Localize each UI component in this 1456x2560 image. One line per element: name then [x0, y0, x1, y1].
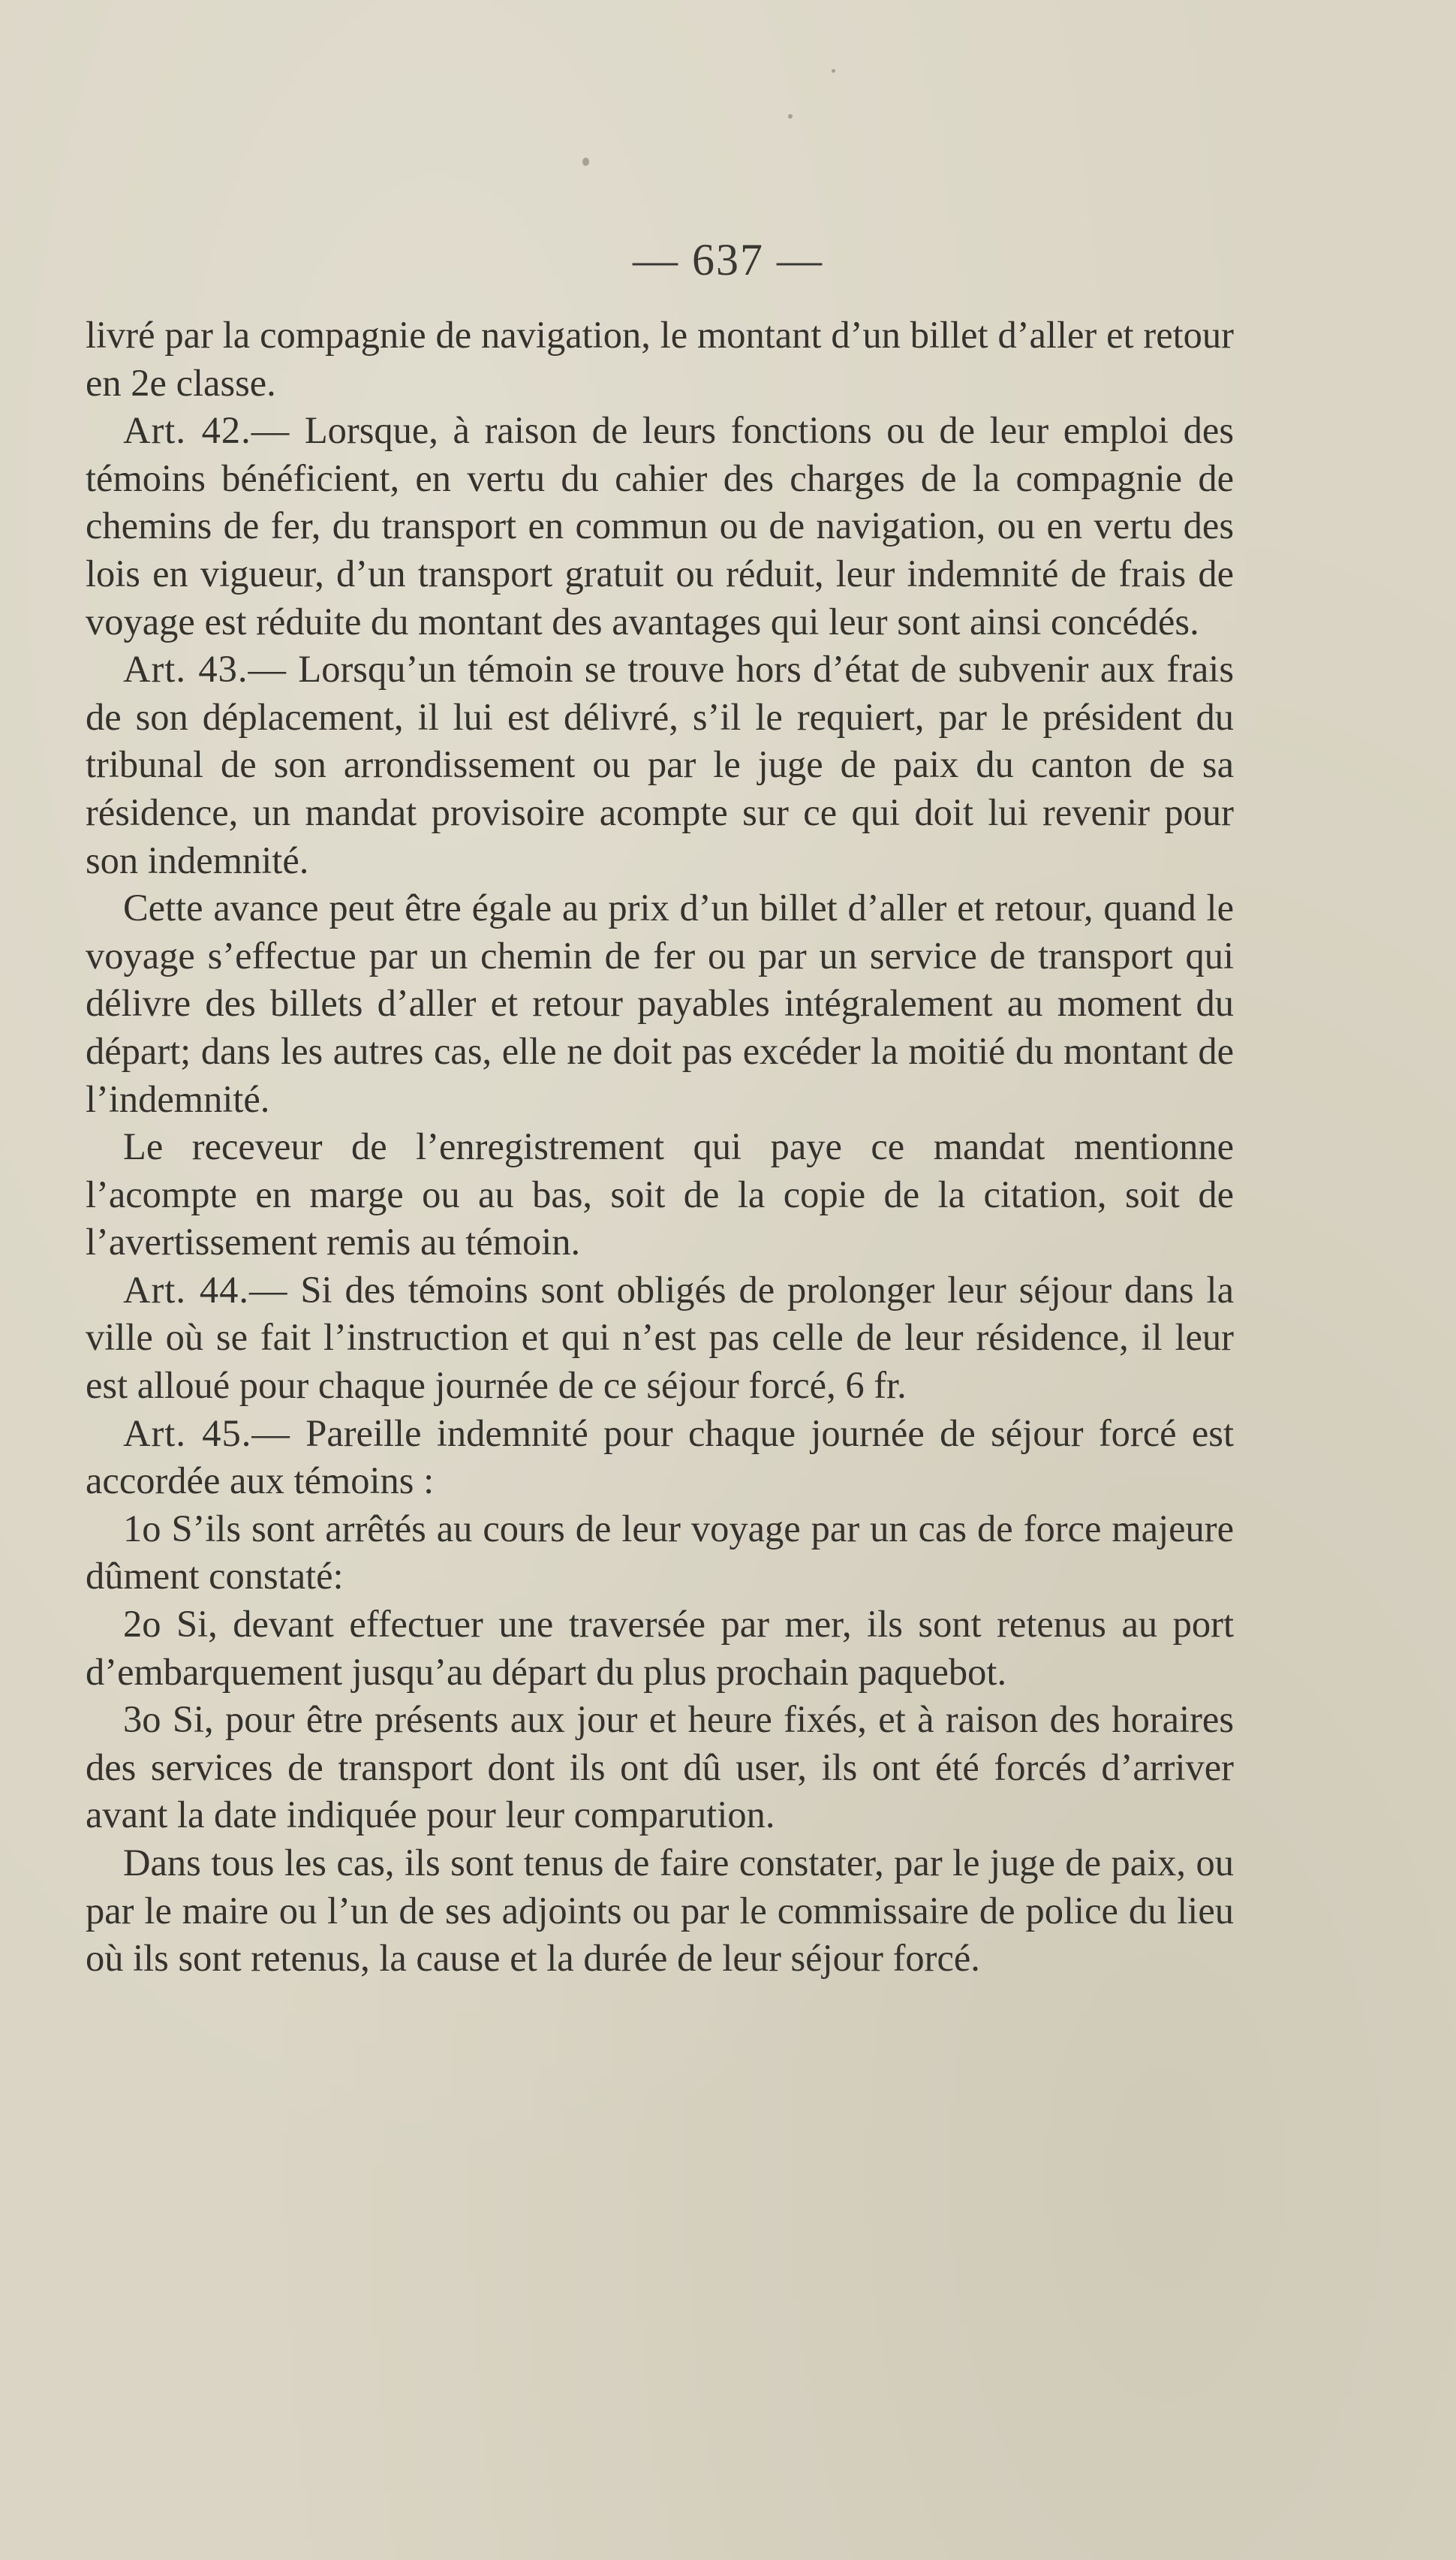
paragraph-case-1 — [86, 1505, 1234, 1601]
body-text — [86, 312, 1234, 1983]
paragraph-article-42 — [86, 407, 1234, 646]
paragraph-text: 3o Si, pour être présents aux jour et heure fixés, et à raison des horaires des services de transport dont ils ont dû user, ils ont été forcés d’arriver avant la date indiquée pour leur comparution. — [86, 1698, 1234, 1836]
ink-speck — [832, 69, 835, 73]
paragraph-article-45 — [86, 1410, 1234, 1505]
ink-speck — [788, 114, 793, 119]
page-number: — 637 — — [633, 235, 823, 285]
article-number: Art. 44.— — [123, 1268, 288, 1311]
paragraph-text: 1o S’ils sont arrêtés au cours de leur voyage par un cas de force majeure dûment constaté: — [86, 1507, 1234, 1598]
paragraph-text: Si des témoins sont obligés de prolonger leur séjour dans la ville où se fait l’instruction et qui n’est pas celle de leur résidence, il leur est alloué pour chaque journée de ce séjour forcé, 6 fr. — [86, 1268, 1234, 1407]
paragraph-avance — [86, 884, 1234, 1123]
paragraph-case-2 — [86, 1601, 1234, 1696]
paragraph-case-3 — [86, 1696, 1234, 1839]
article-number: Art. 42.— — [123, 409, 290, 452]
paragraph-receveur — [86, 1123, 1234, 1266]
paragraph-text: Pareille indemnité pour chaque journée de séjour forcé est accordée aux témoins : — [86, 1411, 1234, 1502]
paragraph-text: Le receveur de l’enregistrement qui paye ce mandat mentionne l’acompte en marge ou au bas, soit de la copie de la citation, soit de l’avertissement remis au témoin. — [86, 1125, 1234, 1263]
paragraph-text: Cette avance peut être égale au prix d’un billet d’aller et retour, quand le voyage s’effectue par un chemin de fer ou par un service de transport qui délivre des billets d’aller et retour payables intégralement au moment du départ; dans les autres cas, elle ne doit pas excéder la moitié du montant de l’indemnité. — [86, 887, 1234, 1120]
paragraph-article-44 — [86, 1266, 1234, 1410]
paragraph-text: 2o Si, devant effectuer une traversée par mer, ils sont retenus au port d’embarquement jusqu’au départ du plus prochain paquebot. — [86, 1603, 1234, 1693]
paragraph-text: Lorsqu’un témoin se trouve hors d’état de subvenir aux frais de son déplacement, il lui est délivré, s’il le requiert, par le président du tribunal de son arrondissement ou par le juge de paix du canton de sa résidence, un mandat provisoire acompte sur ce qui doit lui revenir pour son indemnité. — [86, 648, 1234, 881]
paragraph-continuation — [86, 312, 1234, 407]
ink-speck — [582, 158, 589, 166]
article-number: Art. 43.— — [123, 648, 287, 691]
paragraph-conclusion — [86, 1839, 1234, 1983]
paragraph-article-43 — [86, 646, 1234, 884]
article-number: Art. 45.— — [123, 1411, 290, 1454]
paragraph-text: Dans tous les cas, ils sont tenus de faire constater, par le juge de paix, ou par le maire ou l’un de ses adjoints ou par le commissaire de police du lieu où ils sont retenus, la cause et la durée de leur séjour forcé. — [86, 1842, 1234, 1980]
paragraph-text: livré par la compagnie de navigation, le montant d’un billet d’aller et retour en 2e classe. — [86, 314, 1234, 404]
paragraph-text: Lorsque, à raison de leurs fonctions ou de leur emploi des témoins bénéficient, en vertu du cahier des charges de la compagnie de chemins de fer, du transport en commun ou de navigation, ou en vertu des lois en vigueur, d’un transport gratuit ou réduit, leur indemnité de frais de voyage est réduite du montant des avantages qui leur sont ainsi concédés. — [86, 409, 1234, 643]
